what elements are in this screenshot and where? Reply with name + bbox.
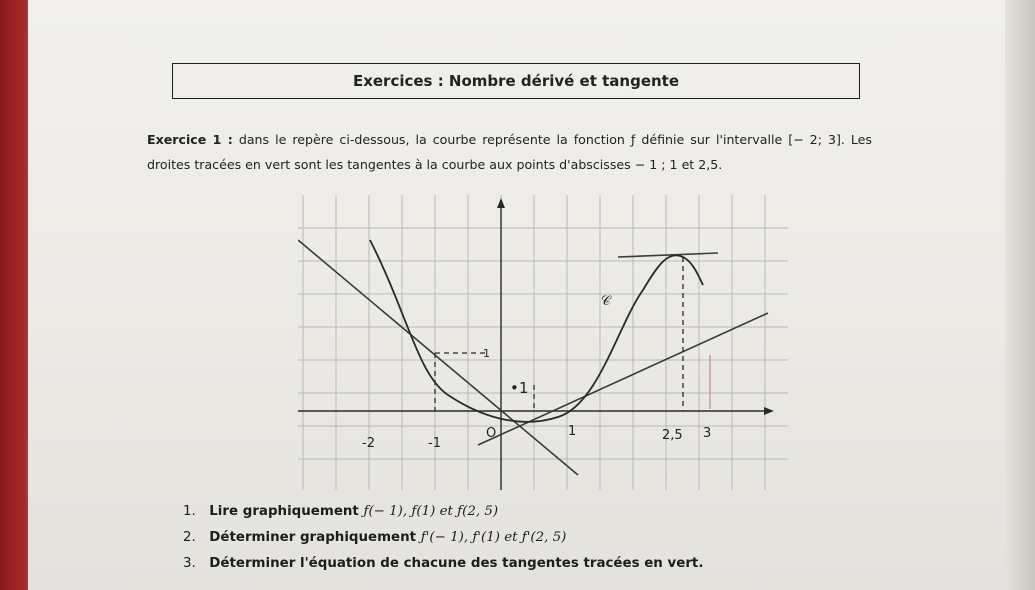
curve-label: 𝒞 — [601, 294, 611, 309]
question-2-number: 2. — [183, 530, 196, 545]
x-label-three: 3 — [703, 426, 712, 441]
x-label-minus1: -1 — [428, 436, 441, 451]
question-3-text: Déterminer l'équation de chacune des tangentes tracées en vert. — [209, 556, 704, 571]
x-label-minus2: -2 — [362, 436, 375, 451]
exercise-text: dans le repère ci-dessous, la courbe représente la fonction ƒ définie sur l'intervalle [− 2; 3]. Les droites tracées en vert sont les tangentes à la courbe aux points d'abscisses − 1 ; 1 et 2,5. — [147, 132, 872, 172]
question-2-text: Déterminer graphiquement — [209, 530, 421, 545]
exercise-label: Exercice 1 : — [147, 132, 233, 147]
page-title — [172, 63, 860, 99]
function-graph — [298, 195, 788, 490]
question-1 — [183, 499, 883, 525]
question-2 — [183, 525, 883, 551]
y-label-one-upper: 1 — [483, 347, 490, 360]
question-1-text: Lire graphiquement — [209, 504, 364, 519]
question-2-math: ƒ'(− 1), ƒ'(1) et ƒ'(2, 5) — [420, 530, 567, 545]
x-label-one: 1 — [568, 424, 577, 439]
exercise-statement — [147, 127, 872, 177]
dashed-guides — [435, 257, 683, 411]
x-label-two-five: 2,5 — [662, 428, 683, 443]
x-label-origin: O — [486, 426, 497, 441]
question-list — [183, 499, 883, 577]
page-title-text: Exercices : Nombre dérivé et tangente — [352, 72, 680, 90]
question-1-math: ƒ(− 1), ƒ(1) et ƒ(2, 5) — [363, 504, 499, 519]
page-shadow — [1005, 0, 1035, 590]
question-3-number: 3. — [183, 556, 196, 571]
question-3 — [183, 551, 883, 577]
y-label-one-point: •1 — [510, 379, 529, 397]
function-curve — [370, 240, 703, 422]
question-1-number: 1. — [183, 504, 196, 519]
